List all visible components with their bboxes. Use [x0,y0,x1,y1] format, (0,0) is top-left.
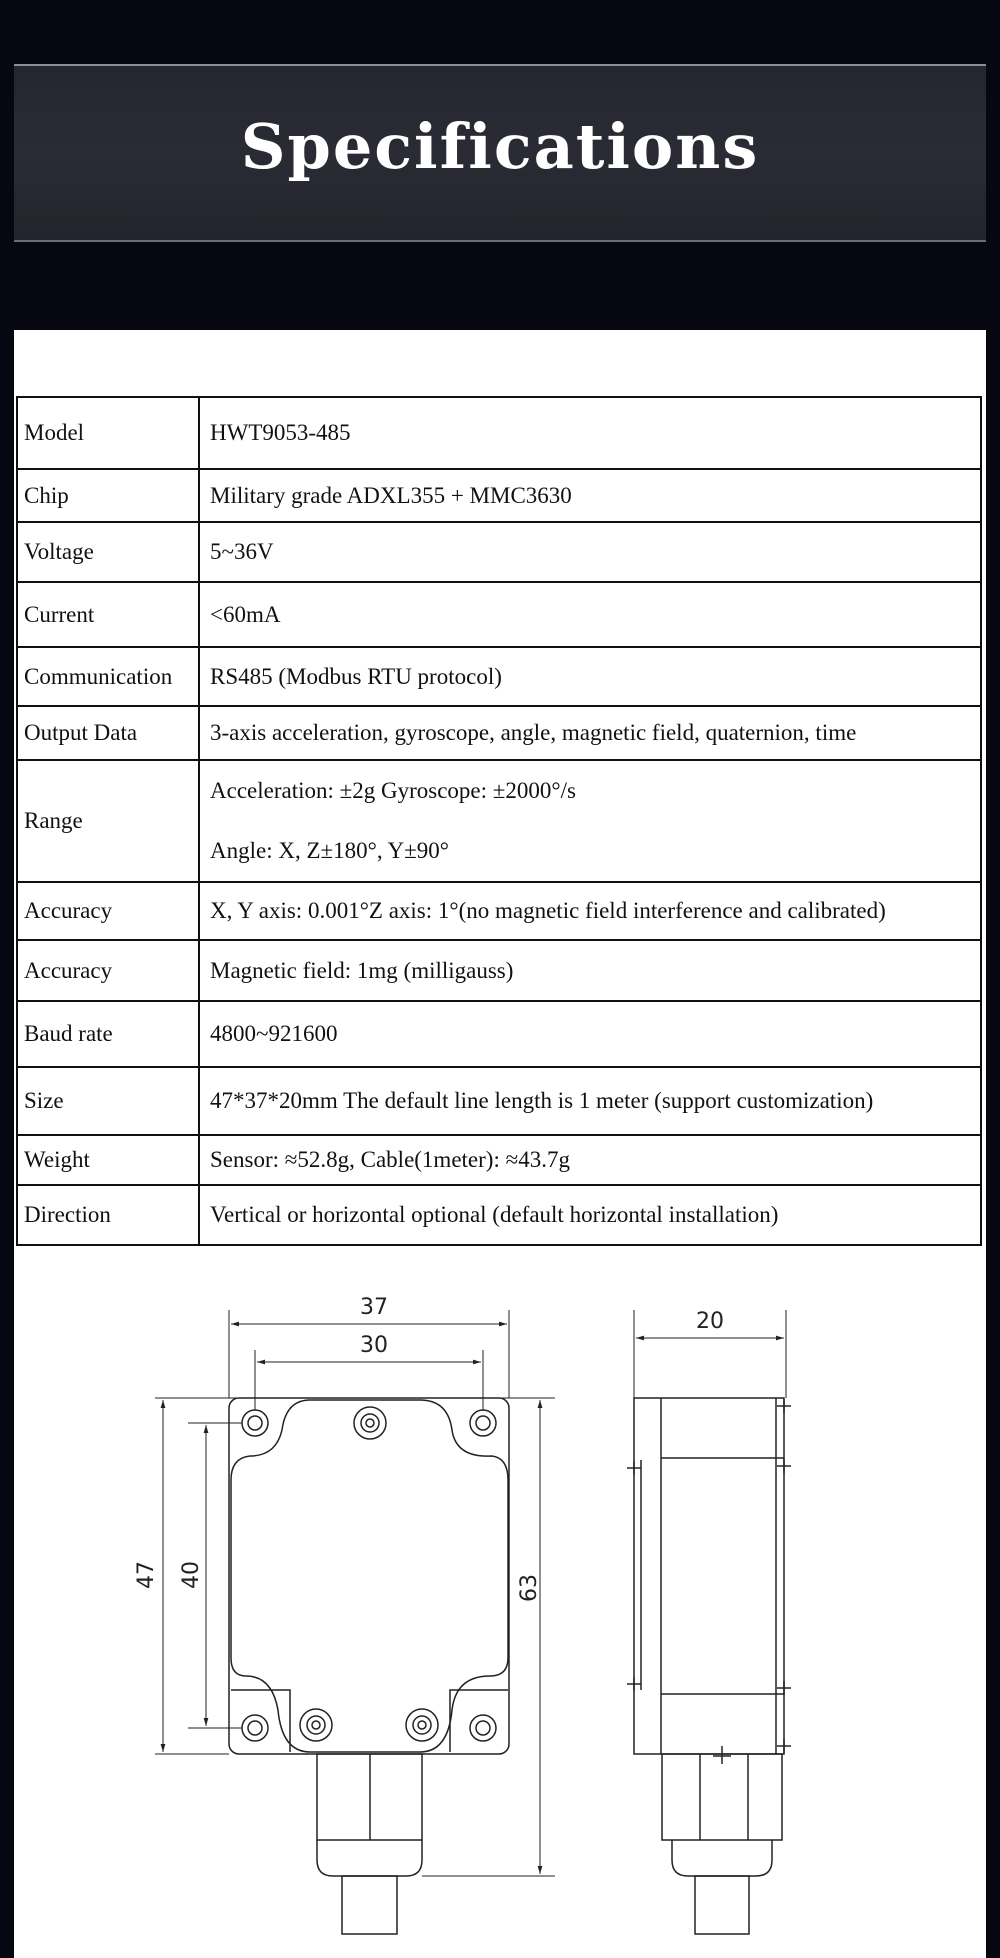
notch-outline [450,1690,508,1752]
spec-label: Current [17,582,199,647]
dim-label-30: 30 [360,1333,388,1358]
spec-value: X, Y axis: 0.001°Z axis: 1°(no magnetic field interference and calibrated) [199,882,981,940]
spec-label: Chip [17,469,199,522]
spec-label: Accuracy [17,940,199,1001]
table-row [17,647,981,706]
spec-label: Direction [17,1185,199,1245]
extension-lines [155,1310,555,1876]
header-banner [14,64,986,242]
range-line-2: Angle: X, Z±180°, Y±90° [210,838,449,863]
table-row [17,522,981,582]
dim-label-20: 20 [696,1309,724,1334]
range-line-1: Acceleration: ±2g Gyroscope: ±2000°/s [210,778,576,803]
dim-label-63: 63 [517,1574,542,1602]
spec-value: Vertical or horizontal optional (default horizontal installation) [199,1185,981,1245]
spec-label: Baud rate [17,1001,199,1067]
spec-value: Military grade ADXL355 + MMC3630 [199,469,981,522]
spec-label: Accuracy [17,882,199,940]
table-row [17,397,981,469]
spec-label: Weight [17,1135,199,1185]
table-row [17,1185,981,1245]
spec-value: 5~36V [199,522,981,582]
spec-value: 3-axis acceleration, gyroscope, angle, magnetic field, quaternion, time [199,706,981,760]
dim-label-37: 37 [360,1295,388,1320]
spec-value: HWT9053-485 [199,397,981,469]
side-view [627,1398,791,1934]
spec-value: <60mA [199,582,981,647]
spec-label: Model [17,397,199,469]
table-row [17,582,981,647]
spec-label: Voltage [17,522,199,582]
notch-outline [231,1690,290,1752]
spec-value: Magnetic field: 1mg (milligauss) [199,940,981,1001]
dim-label-40: 40 [179,1561,204,1589]
spec-label: Output Data [17,706,199,760]
table-row [17,1135,981,1185]
table-row [17,1067,981,1135]
dim-label-47: 47 [134,1561,159,1589]
front-view-cable-gland [317,1754,422,1934]
spec-value [199,760,981,882]
table-row [17,760,981,882]
front-view-cover [231,1400,508,1752]
table-row [17,706,981,760]
dimension-drawing [0,1270,1000,1958]
spec-label: Size [17,1067,199,1135]
spec-value: 47*37*20mm The default line length is 1 meter (support customization) [199,1067,981,1135]
table-row [17,469,981,522]
spec-value: Sensor: ≈52.8g, Cable(1meter): ≈43.7g [199,1135,981,1185]
spec-value: 4800~921600 [199,1001,981,1067]
spec-label: Communication [17,647,199,706]
table-row [17,940,981,1001]
spec-value: RS485 (Modbus RTU protocol) [199,647,981,706]
page-title: Specifications [240,110,760,183]
spec-label: Range [17,760,199,882]
specifications-table [16,396,982,1246]
table-row [17,1001,981,1067]
table-row [17,882,981,940]
